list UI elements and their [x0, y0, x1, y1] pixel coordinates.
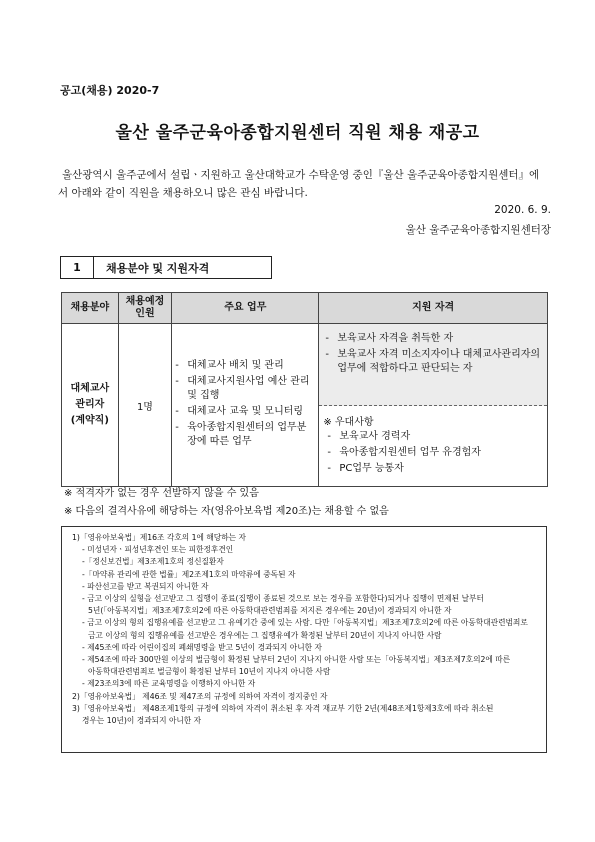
header-qualifications: 지원 자격 — [319, 293, 548, 324]
preferred-item: - 보육교사 경력자 — [327, 431, 411, 442]
duty-item: - 대체교사 배치 및 관리 — [175, 360, 284, 371]
page-title: 울산 울주군육아종합지원센터 직원 채용 재공고 — [115, 123, 480, 143]
section-number: 1 — [61, 257, 94, 278]
recruitment-table — [61, 292, 548, 487]
law-item: - 제54조에 따라 300만원 이상의 벌금형이 확정된 날부터 2년이 지나지 아니한 사람 또는「아동복지법」제3조제7호의2에 따른 — [82, 655, 511, 665]
law-item: -「정신보건법」제3조제1호의 정신질환자 — [82, 557, 224, 567]
law-item: - 제45조에 따라 어린이집의 폐쇄명령을 받고 5년이 경과되지 아니한 자 — [82, 642, 322, 652]
table-row — [62, 324, 548, 487]
header-field: 채용분야 — [62, 293, 119, 324]
duty-item: - 육아종합지원센터의 업무분장에 따른 업무 — [175, 422, 307, 447]
duty-item: - 대체교사 교육 및 모니터링 — [175, 406, 304, 417]
law-item: - 미성년자ㆍ피성년후견인 또는 피한정후견인 — [82, 545, 234, 555]
requirement-item: - 보육교사 자격 미소지자이나 대체교사관리자의 업무에 적합하다고 판단되는 자 — [325, 349, 541, 374]
header-count: 채용예정 인원 — [118, 293, 172, 324]
intro-paragraph: 울산광역시 울주군에서 설립ㆍ지원하고 울산대학교가 수탁운영 중인『울산 울주군육아종합지원센터』에서 아래와 같이 직원을 채용하오니 많은 관심 바랍니다. — [58, 169, 540, 199]
note-no-qualified: ※ 적격자가 없는 경우 선발하지 않을 수 있음 — [64, 488, 259, 499]
preferred-title: ※ 우대사항 — [323, 417, 374, 428]
requirement-item: - 보육교사 자격을 취득한 자 — [325, 333, 454, 344]
disqualification-box — [61, 526, 547, 753]
notice-number: 공고(채용) 2020-7 — [60, 84, 160, 97]
section-heading — [60, 256, 272, 279]
law-item: - 금고 이상의 실형을 선고받고 그 집행이 종료(집행이 종료된 것으로 보는 경우를 포함한다)되거나 집행이 면제된 날부터 — [82, 594, 484, 604]
section-label: 채용분야 및 지원자격 — [106, 261, 210, 275]
duty-item: - 대체교사지원사업 예산 관리 및 집행 — [175, 376, 310, 401]
law-item: 3)「영유아보육법」 제48조제1항의 규정에 의하여 자격이 취소된 후 자격 재교부 기한 2년(제48조제1항제3호에 따라 취소된 — [72, 703, 494, 713]
law-item: -「마약류 관리에 관한 법률」제2조제1호의 마약류에 중독된 자 — [82, 569, 296, 579]
field-cell: 대체교사 관리자 (계약직) — [62, 324, 119, 487]
law-item: 1)「영유아보육법」제16조 각호의 1에 해당하는 자 — [72, 533, 246, 542]
preferred-block — [319, 406, 547, 486]
law-item: - 제23조의3에 따른 교육명령을 이행하지 아니한 자 — [82, 679, 256, 689]
law-item: - 파산선고를 받고 복권되지 아니한 자 — [82, 581, 209, 591]
table-header-row — [62, 293, 548, 324]
requirements-block — [319, 324, 547, 406]
notice-date: 2020. 6. 9. — [494, 204, 551, 216]
preferred-item: - PC업무 능통자 — [327, 463, 404, 474]
header-duties: 주요 업무 — [172, 293, 319, 324]
law-item: 5년(「아동복지법」제3조제7호의2에 따른 아동학대관련범죄를 저지른 경우에는 20년)이 경과되지 아니한 자 — [88, 606, 452, 616]
duties-cell — [172, 324, 319, 487]
organization-name: 울산 울주군육아종합지원센터장 — [405, 224, 551, 236]
law-item: 금고 이상의 형의 집행유예를 선고받은 경우에는 그 집행유예가 확정된 날부터 20년이 지나지 아니한 사람 — [88, 630, 442, 640]
preferred-item: - 육아종합지원센터 업무 유경험자 — [327, 447, 481, 458]
note-disqualification: ※ 다음의 결격사유에 해당하는 자(영유아보육법 제20조)는 채용할 수 없음 — [64, 506, 389, 517]
law-item: 2)「영유아보육법」 제46조 및 제47조의 규정에 의하여 자격이 정지중인 자 — [72, 691, 328, 701]
law-item: 아동학대관련범죄로 벌금형이 확정된 날부터 10년이 지나지 아니한 사람 — [88, 667, 331, 677]
qualifications-cell — [319, 324, 548, 487]
law-item: - 금고 이상의 형의 집행유예를 선고받고 그 유예기간 중에 있는 사람. 다만「아동복지법」제3조제7호의2에 따른 아동학대관련범죄로 — [82, 618, 528, 628]
count-cell: 1명 — [118, 324, 172, 487]
law-item: 경우는 10년)이 경과되지 아니한 자 — [82, 716, 202, 726]
